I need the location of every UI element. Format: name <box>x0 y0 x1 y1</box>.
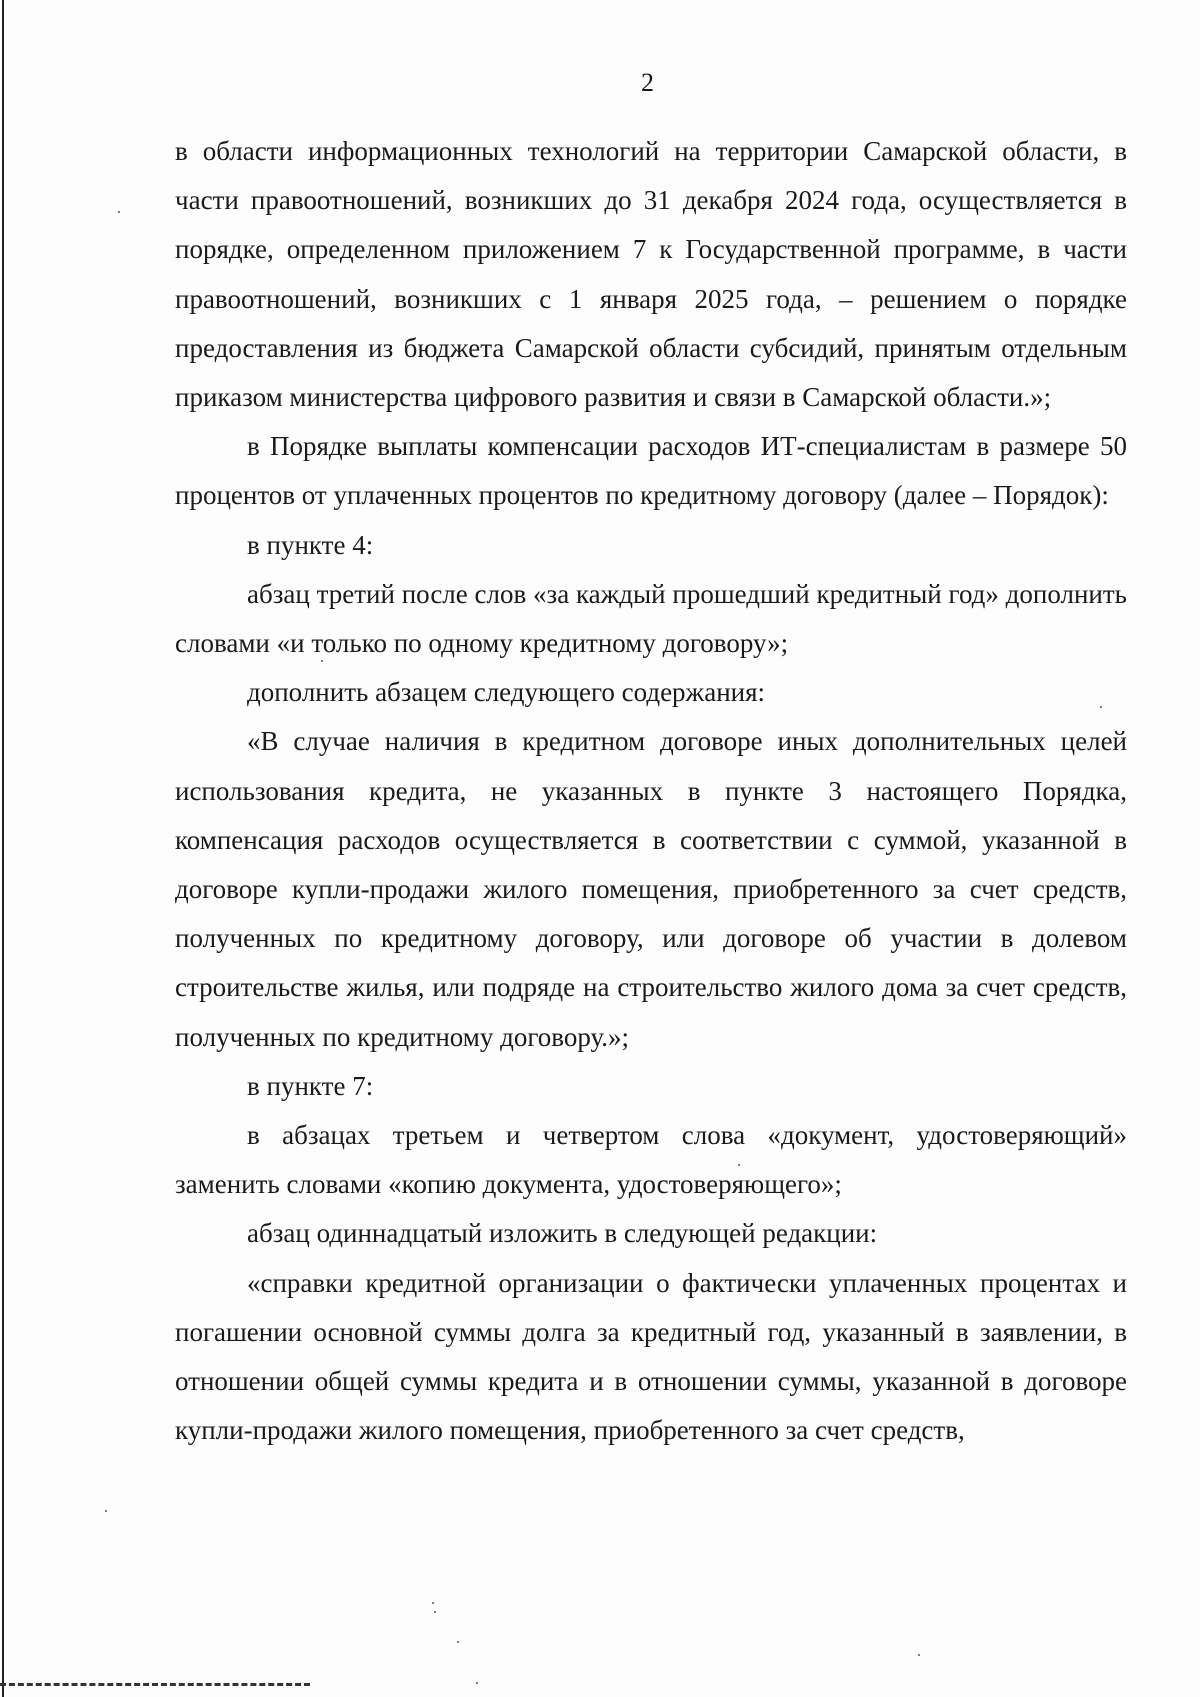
paragraph: абзац третий после слов «за каждый прошедший кредитный год» дополнить словами «и только по одному кредитному договору»; <box>175 578 1127 659</box>
paragraph: в пункте 7: <box>247 1070 374 1101</box>
paragraph: абзац одиннадцатый изложить в следующей редакции: <box>247 1218 878 1249</box>
paragraph: «В случае наличия в кредитном договоре иных дополнительных целей использования кредита, не указанных в пункте 3 настоящего Порядка, компенсация расходов осуществляется в соответствии с суммой, указанной в договоре купли-продажи жилого помещения, приобретенного за счет средств, полученных по кредитному договору, или договоре об участии в долевом строительстве жилья, или подряде на строительство жилого дома за счет средств, полученных по кредитному договору.»; <box>175 726 1127 1052</box>
scan-speck <box>105 1510 107 1512</box>
scan-speck <box>434 1611 436 1613</box>
scan-speck <box>918 1654 920 1656</box>
scan-speck <box>476 1682 478 1684</box>
scan-speck <box>432 1602 434 1604</box>
scan-speck <box>457 1641 459 1643</box>
scan-speck <box>118 211 120 213</box>
paragraph: в Порядке выплаты компенсации расходов ИТ-специалистам в размере 50 процентов от уплаченных процентов по кредитному договору (далее – Порядок): <box>175 431 1127 511</box>
scan-bottom-edge <box>0 1683 310 1689</box>
paragraph: в пункте 4: <box>247 529 374 560</box>
scan-left-edge <box>2 0 4 1697</box>
paragraph: «справки кредитной организации о фактически уплаченных процентах и погашении основной суммы долга за кредитный год, указанный в заявлении, в отношении общей суммы кредита и в отношении суммы, указанной в договоре купли-продажи жилого помещения, приобретенного за счет средств, <box>175 1267 1127 1446</box>
paragraph: в области информационных технологий на территории Самарской области, в части правоотношений, возникших до 31 декабря 2024 года, осуществляется в порядке, определенном приложением 7 к Государственной программе, в части правоотношений, возникших с 1 января 2025 года, – решением о порядке предоставления из бюджета Самарской области субсидий, принятым отдельным приказом министерства цифрового развития и связи в Самарской области.»; <box>175 136 1127 413</box>
paragraph: дополнить абзацем следующего содержания: <box>247 677 766 708</box>
scan-speck <box>1100 706 1102 708</box>
document-body <box>175 127 1127 1455</box>
scan-speck <box>738 1164 740 1166</box>
scan-speck <box>321 660 323 662</box>
paragraph: в абзацах третьем и четвертом слова «документ, удостоверяющий» заменить словами «копию документа, удостоверяющего»; <box>175 1120 1127 1200</box>
page-number: 2 <box>641 68 654 97</box>
